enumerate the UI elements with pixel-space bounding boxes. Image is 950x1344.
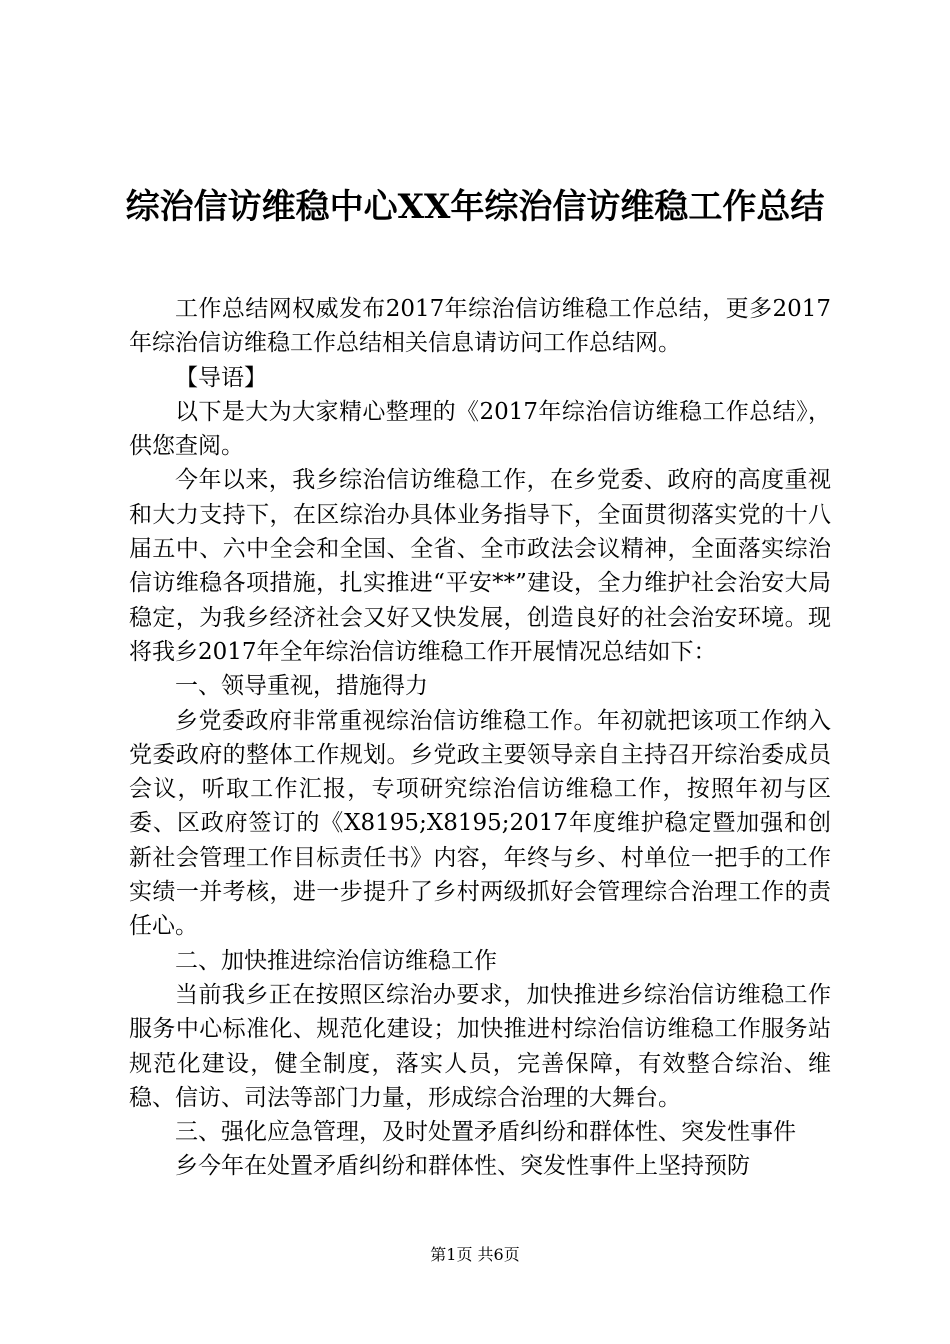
paragraph-overview: 今年以来，我乡综治信访维稳工作，在乡党委、政府的高度重视和大力支持下，在区综治办具体业务指导下，全面贯彻落实党的十八届五中、六中全会和全国、全省、全市政法会议精神，全面落实综治信访维稳各项措施，扎实推进“平安**”建设，全力维护社会治安大局稳定，为我乡经济社会又好又快发展，创造良好的社会治安环境。现将我乡2017年全年综治信访维稳工作开展情况总结如下： [129,467,831,665]
document-body [129,292,831,1184]
section-heading-1: 一、领导重视，措施得力 [175,673,428,700]
paragraph-section-3: 乡今年在处置矛盾纠纷和群体性、突发性事件上坚持预防 [175,1153,750,1180]
document-title: 综治信访维稳中心XX年综治信访维稳工作总结 [125,187,825,227]
section-heading-3: 三、强化应急管理，及时处置矛盾纠纷和群体性、突发性事件 [175,1119,796,1146]
paragraph-section-2: 当前我乡正在按照区综治办要求，加快推进乡综治信访维稳工作服务中心标准化、规范化建设；加快推进村综治信访维稳工作服务站规范化建设，健全制度，落实人员，完善保障，有效整合综治、维稳、信访、司法等部门力量，形成综合治理的大舞台。 [129,981,831,1111]
paragraph-lead: 以下是大为大家精心整理的《2017年综治信访维稳工作总结》，供您查阅。 [129,398,831,460]
section-heading-2: 二、加快推进综治信访维稳工作 [175,947,497,974]
page-footer: 第1页 共6页 [430,1245,520,1264]
paragraph-intro: 工作总结网权威发布2017年综治信访维稳工作总结，更多2017年综治信访维稳工作总结相关信息请访问工作总结网。 [129,296,831,357]
paragraph-lead-label: 【导语】 [175,364,267,391]
paragraph-section-1: 乡党委政府非常重视综治信访维稳工作。年初就把该项工作纳入党委政府的整体工作规划。乡党政主要领导亲自主持召开综治委成员会议，听取工作汇报，专项研究综治信访维稳工作，按照年初与区委、区政府签订的《X8195;X8195;2017年度维护稳定暨加强和创新社会管理工作目标责任书》内容，年终与乡、村单位一把手的工作实绩一并考核，进一步提升了乡村两级抓好会管理综合治理工作的责任心。 [129,707,831,940]
